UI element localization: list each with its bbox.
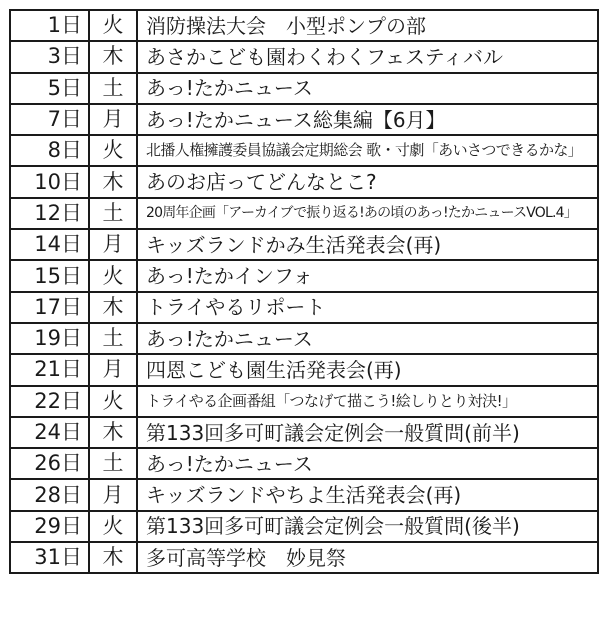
weekday-cell: 火 xyxy=(89,386,137,417)
table-row xyxy=(10,10,598,41)
program-cell: トライやるリポート xyxy=(137,292,598,323)
program-cell: あさかこども園わくわくフェスティバル xyxy=(137,41,598,72)
table-row xyxy=(10,292,598,323)
program-cell: キッズランドやちよ生活発表会(再) xyxy=(137,479,598,510)
weekday-cell: 土 xyxy=(89,198,137,229)
program-cell: 四恩こども園生活発表会(再) xyxy=(137,354,598,385)
table-row xyxy=(10,135,598,166)
program-cell: あっ!たかインフォ xyxy=(137,260,598,291)
table-row xyxy=(10,323,598,354)
table-row xyxy=(10,166,598,197)
date-cell: 21日 xyxy=(10,354,89,385)
table-row xyxy=(10,542,598,573)
date-cell: 19日 xyxy=(10,323,89,354)
date-cell: 14日 xyxy=(10,229,89,260)
weekday-cell: 木 xyxy=(89,542,137,573)
weekday-cell: 月 xyxy=(89,229,137,260)
program-cell: キッズランドかみ生活発表会(再) xyxy=(137,229,598,260)
date-cell: 1日 xyxy=(10,10,89,41)
program-cell: 第133回多可町議会定例会一般質問(後半) xyxy=(137,511,598,542)
table-row xyxy=(10,229,598,260)
date-cell: 26日 xyxy=(10,448,89,479)
program-cell: あっ!たかニュース xyxy=(137,323,598,354)
weekday-cell: 火 xyxy=(89,135,137,166)
table-row xyxy=(10,41,598,72)
date-cell: 8日 xyxy=(10,135,89,166)
schedule-body xyxy=(10,10,598,573)
table-row xyxy=(10,73,598,104)
program-cell: あっ!たかニュース xyxy=(137,73,598,104)
table-row xyxy=(10,104,598,135)
weekday-cell: 木 xyxy=(89,41,137,72)
table-row xyxy=(10,448,598,479)
weekday-cell: 月 xyxy=(89,479,137,510)
program-cell: 20周年企画「アーカイブで振り返る!あの頃のあっ!たかニュースVOL.4」 xyxy=(137,198,598,229)
table-row xyxy=(10,260,598,291)
date-cell: 17日 xyxy=(10,292,89,323)
program-cell: 多可高等学校 妙見祭 xyxy=(137,542,598,573)
weekday-cell: 土 xyxy=(89,73,137,104)
table-row xyxy=(10,511,598,542)
date-cell: 24日 xyxy=(10,417,89,448)
weekday-cell: 火 xyxy=(89,10,137,41)
table-row xyxy=(10,354,598,385)
program-cell: 北播人権擁護委員協議会定期総会 歌・寸劇「あいさつできるかな」 xyxy=(137,135,598,166)
broadcast-schedule-table xyxy=(9,9,599,574)
table-row xyxy=(10,417,598,448)
program-cell: あっ!たかニュース xyxy=(137,448,598,479)
date-cell: 28日 xyxy=(10,479,89,510)
weekday-cell: 火 xyxy=(89,260,137,291)
weekday-cell: 火 xyxy=(89,511,137,542)
weekday-cell: 土 xyxy=(89,448,137,479)
program-cell: 消防操法大会 小型ポンプの部 xyxy=(137,10,598,41)
date-cell: 12日 xyxy=(10,198,89,229)
date-cell: 31日 xyxy=(10,542,89,573)
date-cell: 15日 xyxy=(10,260,89,291)
weekday-cell: 月 xyxy=(89,354,137,385)
program-cell: 第133回多可町議会定例会一般質問(前半) xyxy=(137,417,598,448)
date-cell: 5日 xyxy=(10,73,89,104)
weekday-cell: 月 xyxy=(89,104,137,135)
date-cell: 10日 xyxy=(10,166,89,197)
weekday-cell: 土 xyxy=(89,323,137,354)
date-cell: 29日 xyxy=(10,511,89,542)
table-row xyxy=(10,198,598,229)
weekday-cell: 木 xyxy=(89,417,137,448)
weekday-cell: 木 xyxy=(89,292,137,323)
table-row xyxy=(10,386,598,417)
date-cell: 7日 xyxy=(10,104,89,135)
program-cell: あのお店ってどんなとこ? xyxy=(137,166,598,197)
table-row xyxy=(10,479,598,510)
program-cell: トライやる企画番組「つなげて描こう!絵しりとり対決!」 xyxy=(137,386,598,417)
date-cell: 22日 xyxy=(10,386,89,417)
date-cell: 3日 xyxy=(10,41,89,72)
weekday-cell: 木 xyxy=(89,166,137,197)
program-cell: あっ!たかニュース総集編【6月】 xyxy=(137,104,598,135)
